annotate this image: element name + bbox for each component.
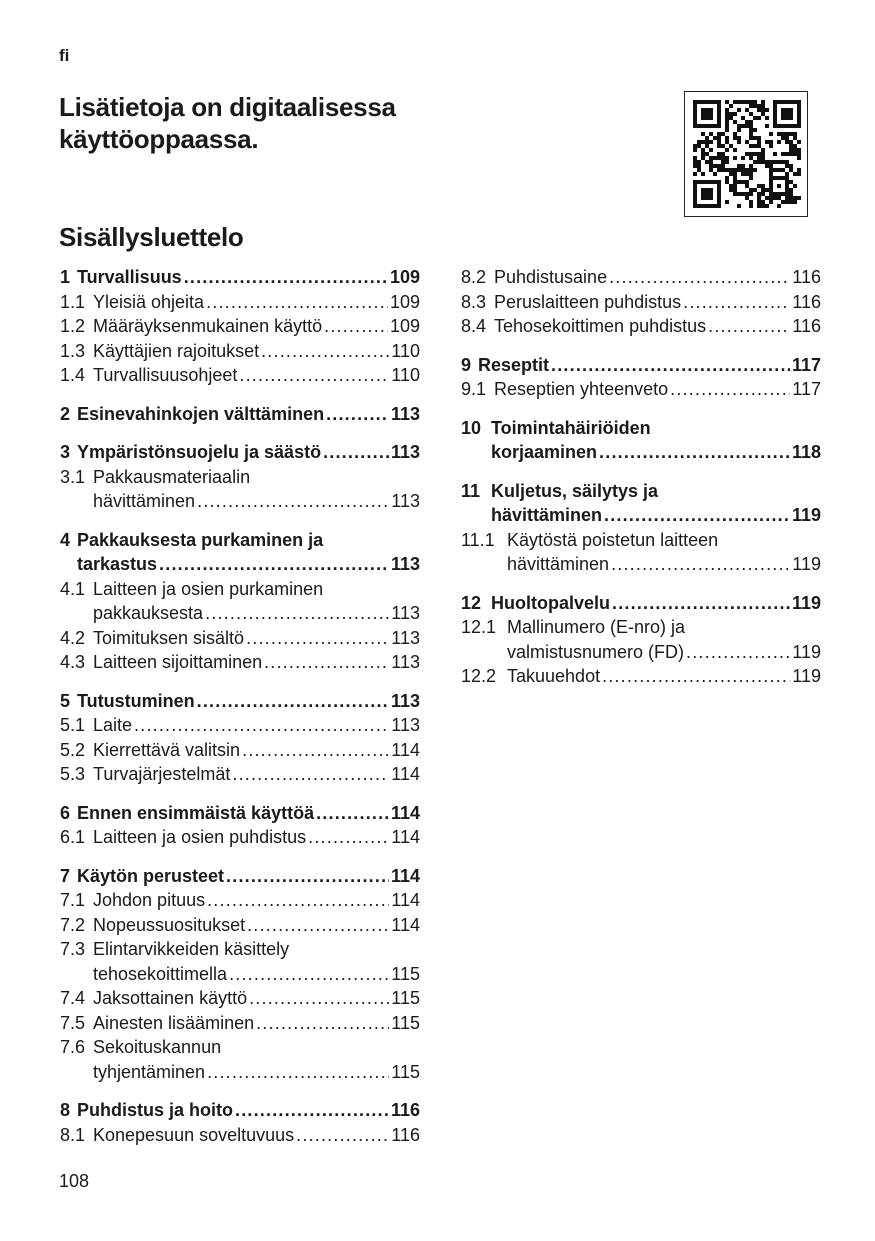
toc-entry-page: 110 — [391, 365, 420, 385]
toc-section — [60, 1098, 420, 1147]
toc-subsection-link[interactable] — [60, 1123, 420, 1148]
toc-entry-page: 116 — [792, 291, 821, 312]
toc-dot-leader — [609, 265, 790, 290]
toc-subsection-link[interactable] — [60, 465, 420, 514]
toc-chapter-link[interactable] — [461, 591, 821, 616]
toc-dot-leader — [326, 402, 389, 427]
toc-entry-number: 3 — [60, 442, 71, 462]
toc-entry-page: 115 — [391, 963, 420, 984]
toc-entry-number: 7.3 — [60, 939, 86, 959]
toc-entry-number: 6.1 — [60, 827, 86, 847]
toc-section — [60, 801, 420, 850]
toc-entry-number: 8.4 — [461, 316, 487, 336]
toc-dot-leader — [324, 314, 388, 339]
toc-subsection-link[interactable] — [60, 650, 420, 675]
toc-entry-number: 12.1 — [461, 617, 497, 637]
toc-entry-number: 7.4 — [60, 988, 86, 1008]
toc-entry-title: Ympäristönsuojelu ja säästö — [77, 442, 322, 462]
toc-entry-page: 119 — [791, 505, 821, 525]
toc-entry-page: 109 — [389, 291, 420, 312]
toc-entry-title: Käytöstä poistetun laitteen — [507, 529, 719, 550]
toc-entry-page: 113 — [391, 491, 420, 511]
toc-section — [60, 440, 420, 514]
toc-column-left — [60, 265, 420, 1161]
toc-subsection-link[interactable] — [461, 290, 821, 315]
qr-code-pattern — [693, 100, 801, 208]
toc-chapter-link[interactable] — [60, 689, 420, 714]
toc-entry-page: 113 — [391, 652, 420, 672]
toc-entry-page: 109 — [389, 267, 420, 287]
toc-entry-page: 116 — [792, 316, 821, 336]
toc-entry-title: Jaksottainen käyttö — [93, 988, 248, 1008]
toc-section — [461, 591, 821, 689]
toc-dot-leader — [612, 591, 790, 616]
toc-entry-number: 2 — [60, 403, 71, 424]
toc-entry-page: 114 — [390, 865, 420, 886]
toc-entry-title: tyhjentäminen — [93, 1061, 206, 1082]
toc-dot-leader — [296, 1123, 389, 1148]
toc-subsection-link[interactable] — [461, 664, 821, 689]
toc-entry-number: 7.6 — [60, 1037, 86, 1057]
toc-entry-number: 7.1 — [60, 890, 86, 910]
toc-entry-title: Laite — [93, 715, 133, 735]
toc-chapter-link[interactable] — [60, 265, 420, 290]
toc-subsection-link[interactable] — [60, 626, 420, 651]
toc-section — [461, 265, 821, 339]
toc-subsection-link[interactable] — [60, 888, 420, 913]
toc-entry-page: 115 — [391, 1012, 420, 1033]
toc-dot-leader — [239, 363, 389, 388]
toc-entry-title: Yleisiä ohjeita — [93, 291, 205, 312]
toc-column-right — [461, 265, 821, 703]
toc-entry-page: 115 — [391, 1061, 420, 1082]
toc-dot-leader — [308, 825, 389, 850]
toc-dot-leader — [249, 986, 389, 1011]
toc-entry-title: Turvajärjestelmät — [93, 764, 231, 784]
toc-dot-leader — [197, 689, 389, 714]
toc-entry-number: 4.1 — [60, 578, 86, 599]
toc-entry-title: Turvallisuusohjeet — [93, 365, 238, 385]
toc-section — [461, 353, 821, 402]
page-number: 108 — [59, 1171, 90, 1191]
toc-subsection-link[interactable] — [60, 738, 420, 763]
toc-subsection-link[interactable] — [60, 363, 420, 388]
toc-section — [60, 402, 420, 427]
toc-entry-number: 7.2 — [60, 914, 86, 935]
toc-dot-leader — [197, 489, 389, 514]
toc-dot-leader — [242, 738, 389, 763]
toc-entry-title: pakkauksesta — [93, 603, 204, 623]
toc-entry-number: 8.1 — [60, 1124, 86, 1145]
toc-dot-leader — [247, 913, 389, 938]
toc-dot-leader — [205, 601, 389, 626]
toc-subsection-link[interactable] — [60, 577, 420, 626]
toc-entry-page: 114 — [391, 739, 420, 760]
toc-entry-number: 8.2 — [461, 267, 487, 287]
toc-entry-page: 113 — [390, 403, 420, 424]
toc-entry-title: Toimintahäiriöiden — [491, 417, 651, 438]
toc-entry-title: Elintarvikkeiden käsittely — [93, 939, 290, 959]
toc-chapter-link[interactable] — [461, 416, 821, 465]
toc-entry-title: Ainesten lisääminen — [93, 1012, 255, 1033]
toc-dot-leader — [159, 552, 389, 577]
toc-entry-title: Toimituksen sisältö — [93, 627, 245, 648]
toc-dot-leader — [226, 864, 389, 889]
toc-entry-number: 5.2 — [60, 739, 86, 760]
toc-entry-number: 12.2 — [461, 666, 497, 686]
toc-entry-title: Reseptit — [478, 354, 550, 375]
toc-dot-leader — [256, 1011, 389, 1036]
toc-entry-number: 9.1 — [461, 379, 487, 399]
toc-subsection-link[interactable] — [461, 528, 821, 577]
toc-entry-title: Takuuehdot — [507, 666, 601, 686]
toc-entry-number: 1.1 — [60, 291, 86, 312]
toc-entry-number: 7.5 — [60, 1012, 86, 1033]
headline-line: käyttöoppaassa. — [59, 124, 259, 154]
headline-line: Lisätietoja on digitaalisessa — [59, 92, 396, 122]
toc-entry-title: Sekoituskannun — [93, 1037, 222, 1057]
toc-entry-page: 114 — [390, 802, 420, 823]
toc-dot-leader — [599, 440, 790, 465]
toc-dot-leader — [184, 265, 388, 290]
toc-entry-title: Tehosekoittimen puhdistus — [494, 316, 707, 336]
toc-entry-number: 6 — [60, 802, 71, 823]
toc-dot-leader — [683, 290, 790, 315]
toc-chapter-link[interactable] — [60, 440, 420, 465]
toc-subsection-link[interactable] — [60, 713, 420, 738]
toc-subsection-link[interactable] — [60, 314, 420, 339]
toc-section — [60, 265, 420, 388]
toc-section — [60, 864, 420, 1085]
toc-chapter-link[interactable] — [461, 353, 821, 378]
toc-dot-leader — [670, 377, 790, 402]
toc-entry-page: 114 — [391, 914, 420, 935]
toc-section — [461, 416, 821, 465]
toc-dot-leader — [261, 339, 389, 364]
toc-entry-title: Reseptien yhteenveto — [494, 379, 669, 399]
toc-entry-page: 115 — [391, 988, 420, 1008]
toc-subsection-link[interactable] — [60, 762, 420, 787]
toc-entry-number: 1 — [60, 267, 71, 287]
toc-subsection-link[interactable] — [461, 615, 821, 664]
toc-subsection-link[interactable] — [60, 825, 420, 850]
toc-entry-title: Kierrettävä valitsin — [93, 739, 241, 760]
toc-entry-number: 4.2 — [60, 627, 86, 648]
toc-entry-number: 8 — [60, 1100, 71, 1120]
toc-dot-leader — [206, 290, 388, 315]
toc-entry-number: 1.3 — [60, 340, 86, 361]
toc-entry-number: 8.3 — [461, 291, 487, 312]
toc-entry-title: Pakkausmateriaalin — [93, 466, 251, 487]
toc-subsection-link[interactable] — [60, 339, 420, 364]
toc-section — [60, 528, 420, 675]
toc-dot-leader — [323, 440, 389, 465]
toc-entry-title: tarkastus — [77, 554, 158, 574]
headline — [59, 91, 499, 155]
toc-entry-number: 7 — [60, 865, 71, 886]
toc-entry-page: 117 — [791, 354, 821, 375]
toc-entry-page: 114 — [391, 764, 420, 784]
qr-code[interactable] — [684, 91, 808, 217]
language-label: fi — [59, 46, 70, 65]
toc-entry-page: 119 — [792, 641, 821, 662]
toc-entry-title: Mallinumero (E-nro) ja — [507, 617, 686, 637]
toc-entry-title: Puhdistusaine — [494, 267, 608, 287]
toc-dot-leader — [686, 640, 790, 665]
toc-dot-leader — [264, 650, 389, 675]
toc-entry-page: 117 — [792, 379, 821, 399]
toc-entry-title: korjaaminen — [491, 442, 598, 462]
toc-subsection-link[interactable] — [60, 937, 420, 986]
toc-entry-title: Turvallisuus — [77, 267, 182, 287]
toc-dot-leader — [229, 962, 389, 987]
toc-entry-number: 1.4 — [60, 365, 86, 385]
toc-entry-title: tehosekoittimella — [93, 963, 228, 984]
toc-entry-number: 5.3 — [60, 764, 86, 784]
toc-entry-page: 113 — [390, 442, 420, 462]
toc-entry-number: 5 — [60, 690, 71, 711]
toc-entry-title: Kuljetus, säilytys ja — [491, 480, 659, 501]
toc-subsection-link[interactable] — [60, 1035, 420, 1084]
toc-entry-page: 113 — [391, 715, 420, 735]
toc-entry-page: 109 — [389, 316, 420, 336]
toc-entry-title: Nopeussuositukset — [93, 914, 246, 935]
toc-dot-leader — [207, 1060, 389, 1085]
toc-entry-title: hävittäminen — [507, 554, 610, 574]
toc-entry-title: Ennen ensimmäistä käyttöä — [77, 802, 315, 823]
toc-entry-page: 114 — [391, 827, 420, 847]
toc-dot-leader — [134, 713, 389, 738]
toc-dot-leader — [604, 503, 790, 528]
toc-entry-title: Johdon pituus — [93, 890, 206, 910]
toc-entry-title: hävittäminen — [491, 505, 603, 525]
toc-entry-page: 116 — [390, 1100, 420, 1120]
toc-entry-number: 11 — [461, 480, 481, 501]
toc-entry-page: 114 — [391, 890, 420, 910]
toc-dot-leader — [602, 664, 790, 689]
toc-entry-title: Laitteen sijoittaminen — [93, 652, 263, 672]
toc-subsection-link[interactable] — [60, 986, 420, 1011]
toc-entry-number: 9 — [461, 354, 472, 375]
toc-entry-number: 5.1 — [60, 715, 86, 735]
toc-dot-leader — [235, 1098, 389, 1123]
toc-entry-title: hävittäminen — [93, 491, 196, 511]
toc-dot-leader — [551, 353, 790, 378]
toc-entry-page: 113 — [391, 603, 420, 623]
toc-chapter-link[interactable] — [60, 864, 420, 889]
toc-entry-title: valmistusnumero (FD) — [507, 641, 685, 662]
toc-dot-leader — [316, 801, 389, 826]
toc-dot-leader — [611, 552, 790, 577]
toc-dot-leader — [232, 762, 389, 787]
toc-entry-title: Määräyksenmukainen käyttö — [93, 316, 323, 336]
toc-entry-number: 1.2 — [60, 316, 86, 336]
toc-entry-page: 119 — [792, 666, 821, 686]
toc-subsection-link[interactable] — [60, 913, 420, 938]
toc-entry-page: 116 — [391, 1124, 420, 1145]
toc-chapter-link[interactable] — [60, 801, 420, 826]
toc-entry-title: Puhdistus ja hoito — [77, 1100, 233, 1120]
toc-section — [60, 689, 420, 787]
toc-subsection-link[interactable] — [461, 314, 821, 339]
toc-chapter-link[interactable] — [461, 479, 821, 528]
toc-section — [461, 479, 821, 577]
toc-entry-page: 113 — [390, 690, 420, 711]
toc-entry-title: Esinevahinkojen välttäminen — [77, 403, 325, 424]
toc-entry-number: 11.1 — [461, 529, 495, 550]
toc-subsection-link[interactable] — [461, 377, 821, 402]
toc-dot-leader — [708, 314, 790, 339]
toc-entry-number: 4.3 — [60, 652, 86, 672]
toc-entry-number: 12 — [461, 592, 482, 613]
toc-chapter-link[interactable] — [60, 1098, 420, 1123]
toc-entry-title: Pakkauksesta purkaminen ja — [77, 529, 324, 550]
toc-entry-page: 119 — [791, 592, 821, 613]
toc-entry-page: 110 — [391, 340, 420, 361]
toc-chapter-link[interactable] — [60, 402, 420, 427]
toc-entry-title: Käyttäjien rajoitukset — [93, 340, 260, 361]
toc-entry-page: 116 — [792, 267, 821, 287]
toc-chapter-link[interactable] — [60, 528, 420, 577]
toc-dot-leader — [246, 626, 389, 651]
toc-entry-number: 3.1 — [60, 466, 86, 487]
toc-entry-page: 119 — [792, 554, 821, 574]
toc-title: Sisällysluettelo — [59, 222, 244, 252]
toc-entry-number: 10 — [461, 417, 482, 438]
toc-entry-title: Laitteen ja osien purkaminen — [93, 578, 324, 599]
toc-subsection-link[interactable] — [461, 265, 821, 290]
toc-entry-page: 113 — [391, 627, 420, 648]
toc-entry-title: Tutustuminen — [77, 690, 195, 711]
toc-entry-title: Laitteen ja osien puhdistus — [93, 827, 307, 847]
toc-subsection-link[interactable] — [60, 290, 420, 315]
toc-entry-page: 118 — [791, 442, 821, 462]
toc-entry-title: Huoltopalvelu — [491, 592, 611, 613]
toc-entry-page: 113 — [390, 554, 420, 574]
toc-dot-leader — [207, 888, 389, 913]
toc-entry-title: Käytön perusteet — [77, 865, 225, 886]
toc-entry-title: Konepesuun soveltuvuus — [93, 1124, 295, 1145]
toc-subsection-link[interactable] — [60, 1011, 420, 1036]
toc-entry-title: Peruslaitteen puhdistus — [494, 291, 682, 312]
toc-entry-number: 4 — [60, 529, 71, 550]
